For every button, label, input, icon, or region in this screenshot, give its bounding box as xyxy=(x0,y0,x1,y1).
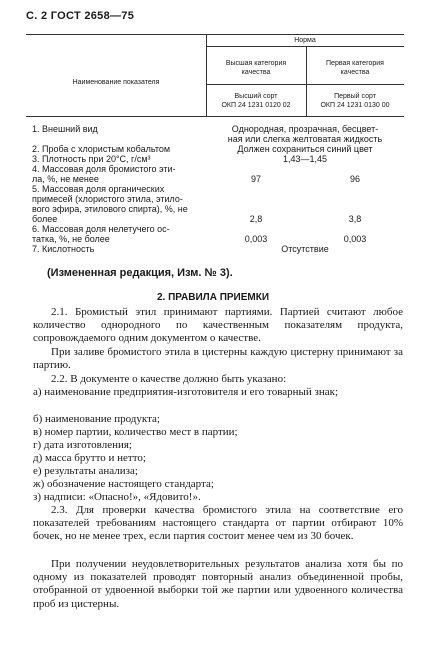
paragraph-2-2: 2.2. В документе о качестве должно быть указано: xyxy=(51,373,287,385)
list-item-e: е) результаты анализа; xyxy=(33,465,138,477)
organic-first-value: 3,8 xyxy=(348,214,362,224)
table-row-bromide-line1: 4. Массовая доля бромистого эти- xyxy=(32,164,176,174)
table-row-organic-line1: 5. Массовая доля органических xyxy=(32,184,165,194)
appearance-value-line2: ная или слегка желтоватая жидкость xyxy=(227,134,383,144)
list-item-zh: ж) обозначение настоящего стандарта; xyxy=(33,478,214,490)
appearance-value-line1: Однородная, прозрачная, бесцвет- xyxy=(231,124,379,134)
acidity-value: Отсутствие xyxy=(281,244,329,254)
first-category-line1: Первая категория xyxy=(326,60,384,67)
table-row-cobalt: 2. Проба с хлористым кобальтом xyxy=(32,144,171,154)
section-title: 2. ПРАВИЛА ПРИЕМКИ xyxy=(156,292,270,303)
list-item-b: б) наименование продукта; xyxy=(33,413,160,425)
bromide-first-value: 96 xyxy=(349,174,360,184)
table-row-bromide-line2: ла, %, не менее xyxy=(32,174,99,184)
paragraph-2-1-tanks: При заливе бромистого этила в цистерны каждую цистерну принимают за партию. xyxy=(33,346,403,372)
table-row-acidity: 7. Кислотность xyxy=(32,244,95,254)
list-item-v: в) номер партии, количество мест в партии; xyxy=(33,426,238,438)
high-okp: ОКП 24 1231 0120 02 xyxy=(221,102,291,109)
table-row-residue-line1: 6. Массовая доля нелетучего ос- xyxy=(32,224,170,234)
high-sort: Высший сорт xyxy=(234,93,278,100)
header-bottom-border xyxy=(26,116,404,117)
paragraph-2-3: 2.3. Для проверки качества бромистого этила на соответствие его показателей требованиям настоящего стандарта от партии отбирают 10% бочек, но не менее трех, если партия состоит менее чем из 30 бочек. xyxy=(33,504,403,543)
table-top-border xyxy=(26,34,404,35)
indicator-column-header: Наименование показателя xyxy=(72,79,160,86)
residue-first-value: 0,003 xyxy=(343,234,367,244)
list-item-z: з) надписи: «Опасно!», «Ядовито!». xyxy=(33,491,201,503)
norm-header-divider xyxy=(206,46,404,47)
bromide-high-value: 97 xyxy=(250,174,261,184)
norm-column-header: Норма xyxy=(294,37,316,44)
paragraph-2-3-retest: При получении неудовлетворительных результатов анализа хотя бы по одному из показателей проводят повторный анализ объединенной пробы, отобранной от удвоенной выборки той же партии или удвоенного количества проб из цистерны. xyxy=(33,558,403,610)
edition-note: (Измененная редакция, Изм. № 3). xyxy=(47,267,233,279)
high-category-line1: Высшая категория xyxy=(225,60,287,67)
page-header: С. 2 ГОСТ 2658—75 xyxy=(26,10,135,22)
first-category-line2: качества xyxy=(340,69,370,76)
table-row-organic-line4: более xyxy=(32,214,58,224)
paragraph-2-1: 2.1. Бромистый этил принимают партиями. Партией считают любое количество однородного по качественным показателям продукта, сопровождаемого одним документом о качестве. xyxy=(33,306,403,345)
category-divider xyxy=(206,84,404,85)
list-item-g: г) дата изготовления; xyxy=(33,439,132,451)
table-row-organic-line2: примесей (хлористого этила, этило- xyxy=(32,194,183,204)
list-item-a: а) наименование предприятия-изготовителя и его товарный знак; xyxy=(33,386,339,398)
table-row-appearance: 1. Внешний вид xyxy=(32,124,98,134)
list-item-d: д) масса брутто и нетто; xyxy=(33,452,146,464)
first-okp: ОКП 24 1231 0130 00 xyxy=(320,102,390,109)
table-row-density: 3. Плотность при 20°С, г/см³ xyxy=(32,154,151,164)
residue-high-value: 0,003 xyxy=(244,234,268,244)
cobalt-value: Должен сохраниться синий цвет xyxy=(237,144,373,154)
table-row-organic-line3: вого эфира, этилового спирта), %, не xyxy=(32,204,188,214)
high-category-line2: качества xyxy=(241,69,271,76)
table-row-residue-line2: татка, %, не более xyxy=(32,234,110,244)
density-value: 1,43—1,45 xyxy=(282,154,328,164)
first-sort: Первый сорт xyxy=(334,93,376,100)
organic-high-value: 2,8 xyxy=(249,214,263,224)
